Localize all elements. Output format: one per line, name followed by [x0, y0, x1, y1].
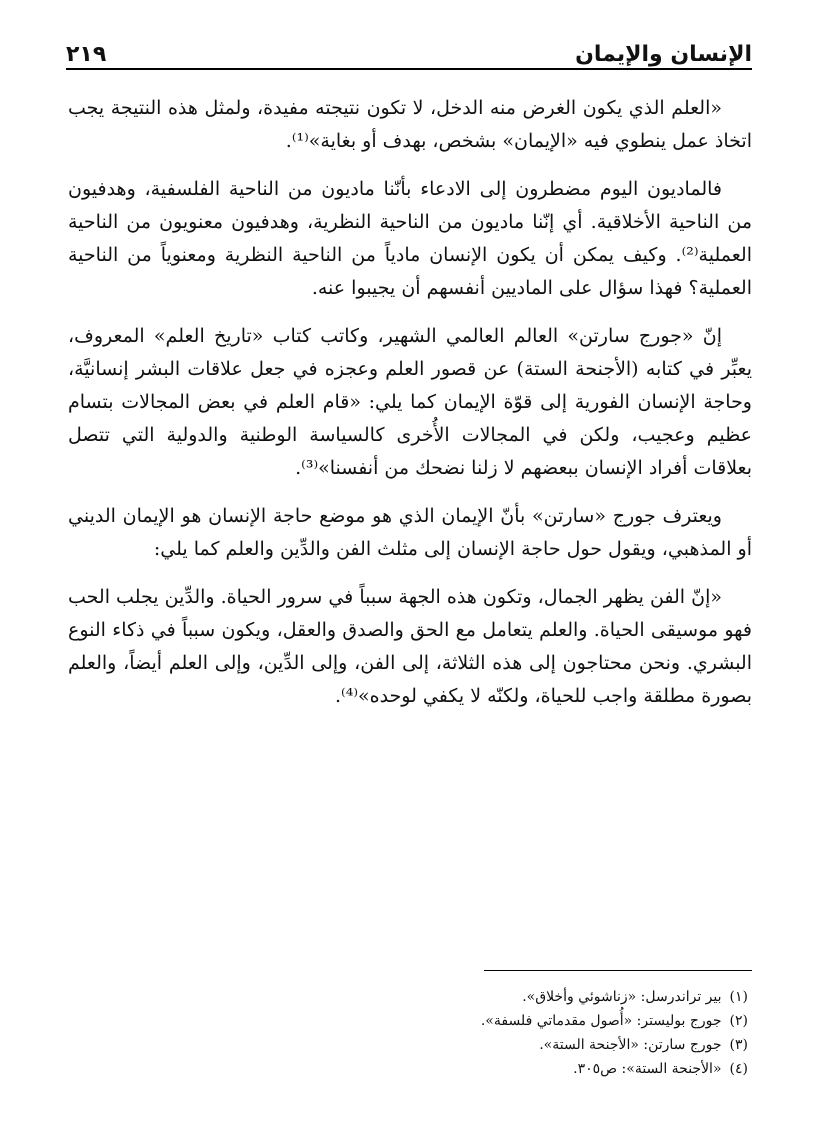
- paragraph-1: «العلم الذي يكون الغرض منه الدخل، لا تكون نتيجته مفيدة، ولمثل هذه النتيجة يجب اتخاذ عمل ينطوي فيه «الإيمان» بشخص، بهدف أو بغاية»⁽¹⁾.: [68, 97, 752, 152]
- main-text: [68, 92, 752, 728]
- footnote-text: جورج سارتن: «الأجنحة الستة».: [539, 1037, 722, 1053]
- paragraph-3: إنّ «جورج سارتن» العالم العالمي الشهير، وكاتب كتاب «تاريخ العلم» المعروف، يعبِّر في كتابه (الأجنحة الستة) عن قصور العلم وعجزه في جعل علاقات البشر إنسانيَّة، وحاجة الإنسان الفورية إلى قوّة الإيمان كما يلي: «قام العلم في بعض المجالات بتسام عظيم وعجيب، ولكن في المجالات الأُخرى كالسياسة الوطنية والدولية التي تتصل بعلاقات أفراد الإنسان ببعضهم لا زلنا نضحك من أنفسنا»⁽³⁾.: [68, 325, 752, 479]
- page-number: ٢١٩: [66, 42, 107, 67]
- footnote-text: جورج بوليستر: «أُصول مقدماتي فلسفة».: [480, 1013, 722, 1029]
- footnote-4: [300, 1057, 748, 1081]
- footnote-text: بير تراندرسل: «زناشوئي وأخلاق».: [522, 989, 722, 1005]
- footnote-divider: [484, 970, 752, 971]
- footnote-number: (٣): [729, 1037, 748, 1053]
- page-header: [66, 26, 752, 70]
- paragraph-2: فالماديون اليوم مضطرون إلى الادعاء بأنّنا ماديون من الناحية الفلسفية، وهدفيون من الناحية الأخلاقية. أي إنّنا ماديون من الناحية النظرية، وهدفيون معنويون من الناحية العملية⁽²⁾. وكيف يمكن أن يكون الإنسان مادياً من الناحية النظرية ومعنوياً من الناحية العملية؟ فهذا سؤال على الماديين أنفسهم أن يجيبوا عنه.: [68, 178, 752, 299]
- footnotes: [300, 985, 748, 1081]
- running-title: الإنسان والإيمان: [575, 42, 752, 67]
- footnote-3: [300, 1033, 748, 1057]
- footnote-number: (٢): [729, 1013, 748, 1029]
- footnote-text: «الأجنحة الستة»: ص٣٠٥.: [573, 1061, 722, 1077]
- footnote-1: [300, 985, 748, 1009]
- footnote-2: [300, 1009, 748, 1033]
- footnote-number: (٤): [729, 1061, 748, 1077]
- paragraph-4: ويعترف جورج «سارتن» بأنّ الإيمان الذي هو موضع حاجة الإنسان هو الإيمان الديني أو المذهبي، ويقول حول حاجة الإنسان إلى مثلث الفن والدِّين والعلم كما يلي:: [68, 505, 752, 560]
- paragraph-5: «إنّ الفن يظهر الجمال، وتكون هذه الجهة سبباً في سرور الحياة. والدِّين يجلب الحب فهو موسيقى الحياة. والعلم يتعامل مع الحق والصدق والعقل، ويكون سبباً في ذكاء النوع البشري. ونحن محتاجون إلى هذه الثلاثة، إلى الفن، وإلى الدِّين، وإلى العلم أيضاً، والعلم بصورة مطلقة واجب للحياة، ولكنّه لا يكفي لوحده»⁽⁴⁾.: [68, 586, 752, 707]
- footnote-number: (١): [729, 989, 748, 1005]
